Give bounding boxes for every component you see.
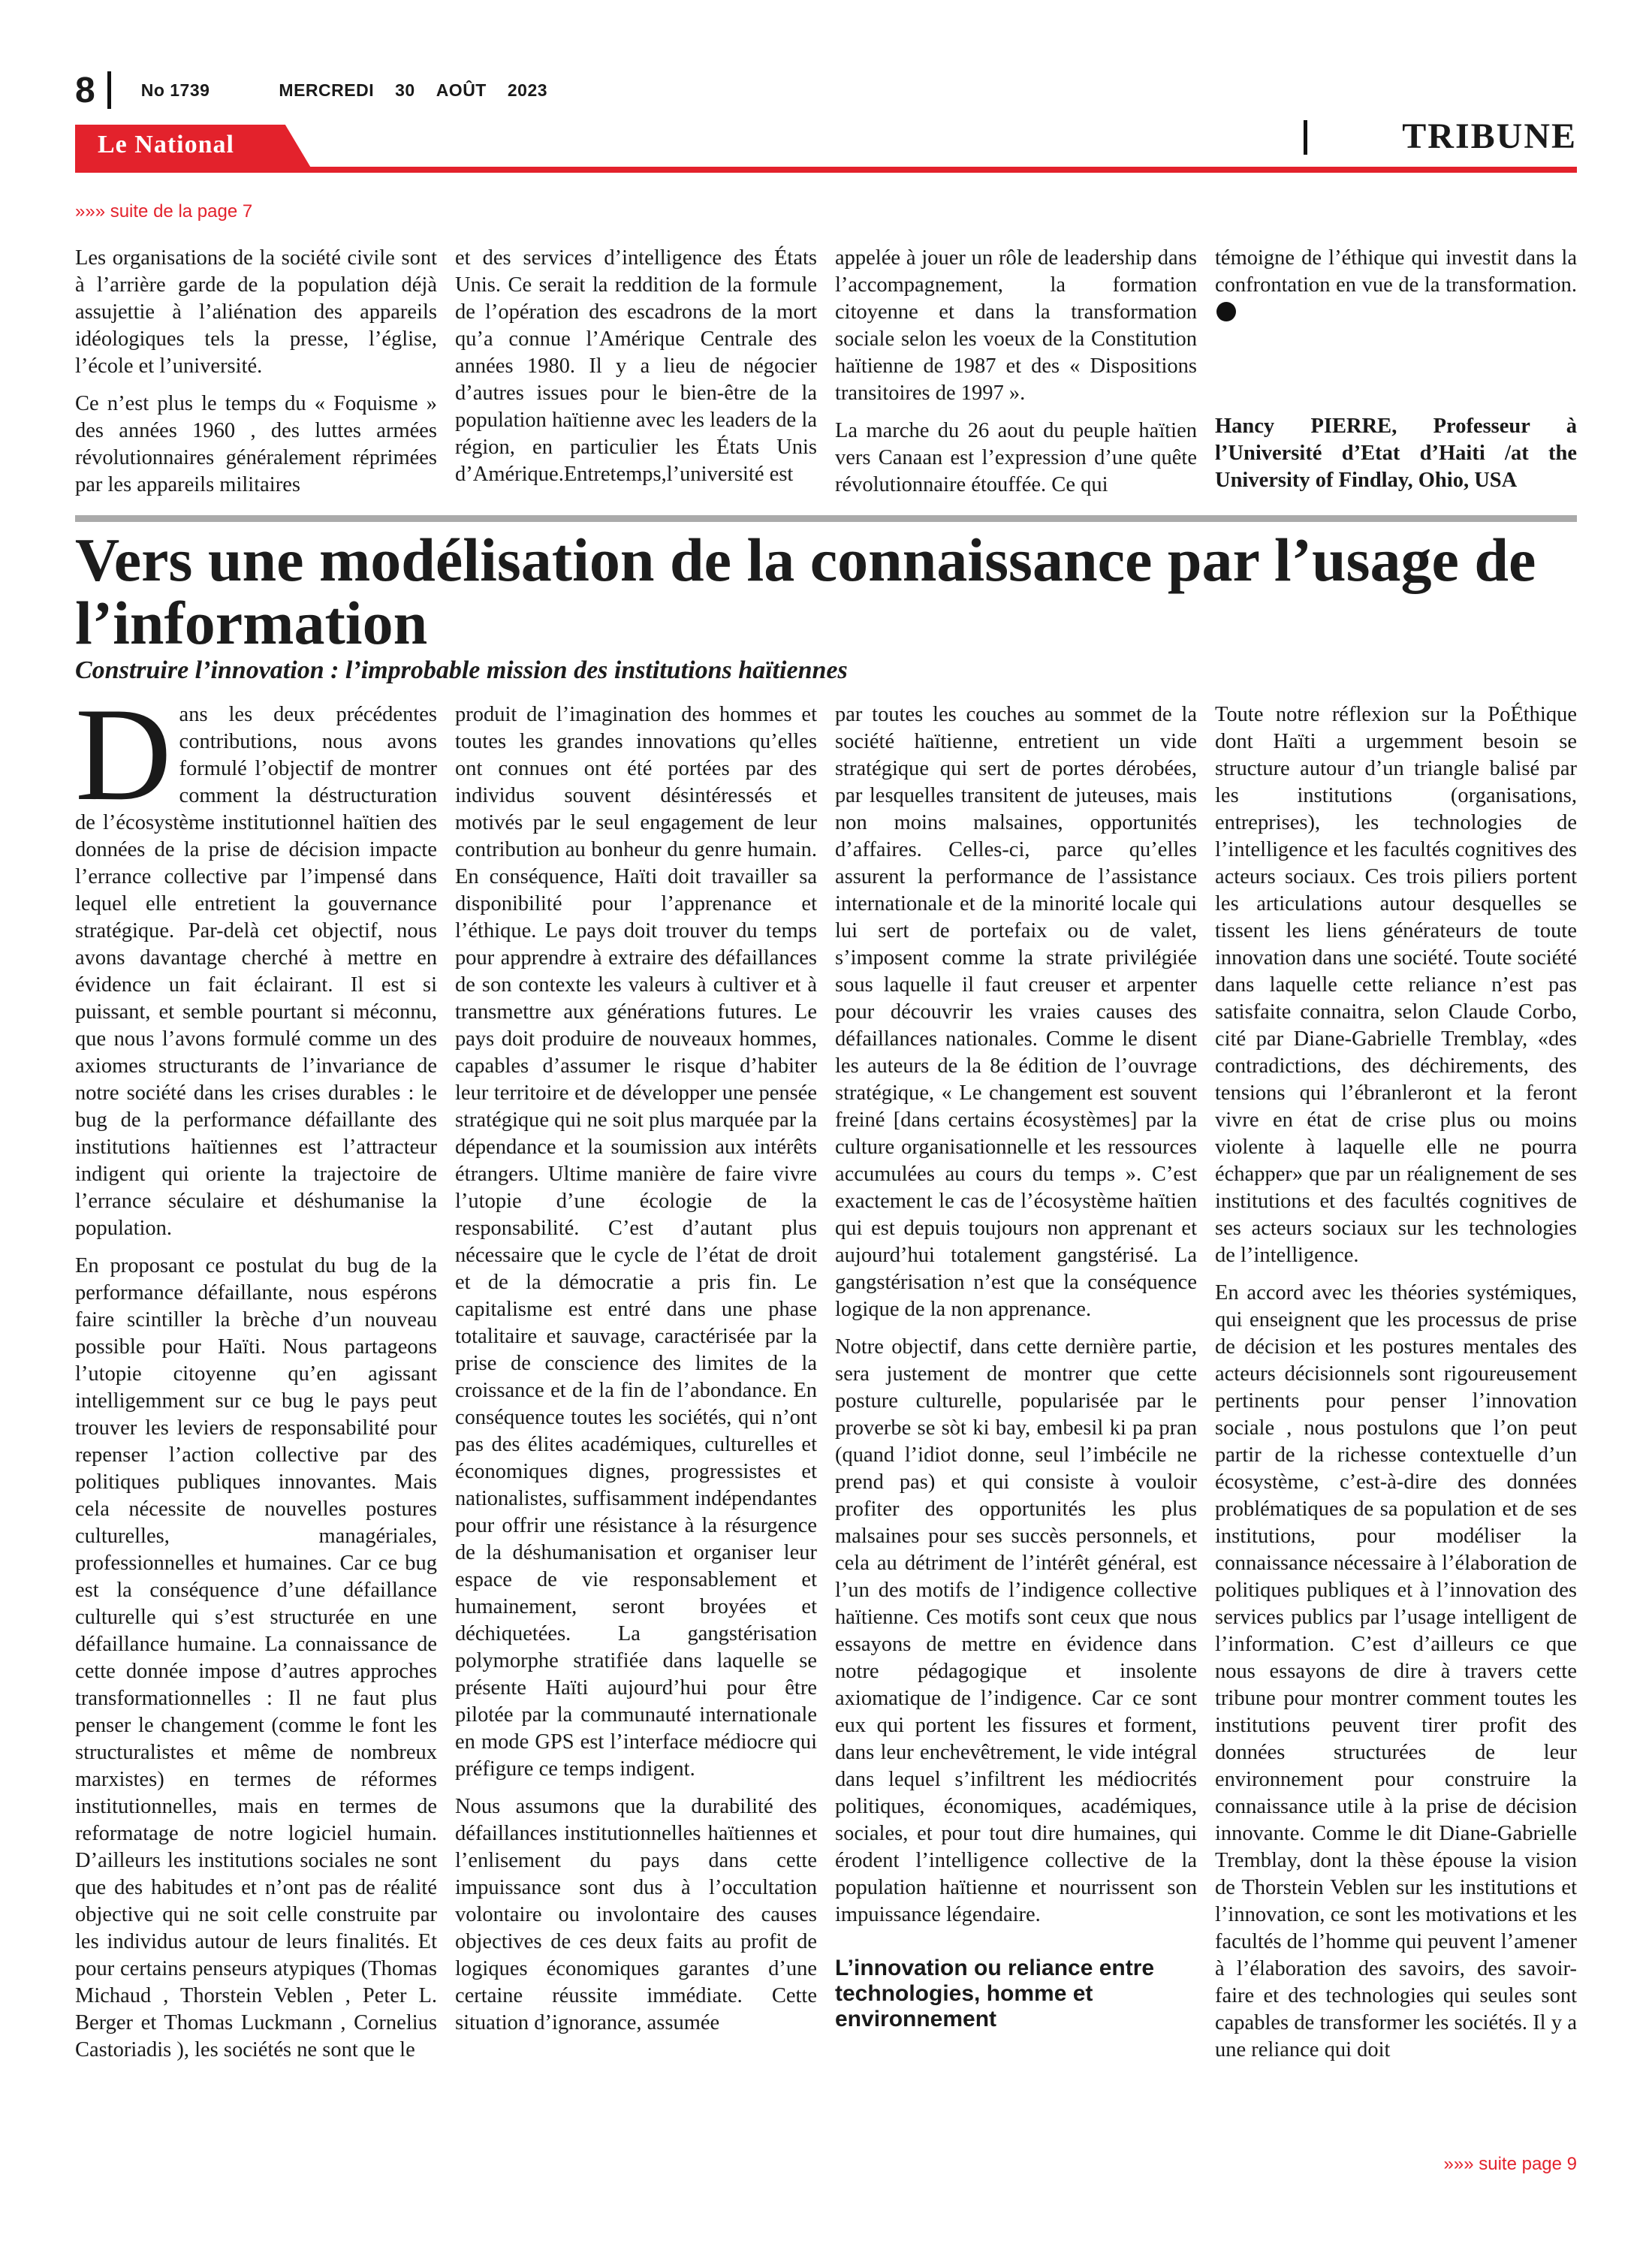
paragraph: Les organisations de la société civile sont à l’arrière garde de la population déjà assujettie à l’aliénation des appareils idéologiques tels la presse, l’église, l’école et l’université. [75,246,437,378]
paragraph-text: témoigne de l’éthique qui investit dans la confrontation en vue de la transformation. [1215,246,1577,297]
paragraph: par toutes les couches au sommet de la société haïtienne, entretient un vide stratégique qui sert de portes dérobées, par lesquelles transitent de juteuses, mais non moins malsaines, opportunités d’affaires. Celles-ci, parce qu’elles assurent la performance de l’assistance internationale et de la minorité locale qui lui sert de portefaix ou de valet, s’imposent comme la strate privilégiée sous laquelle il faut creuser et arpenter pour découvrir les vraies causes des défaillances nationales. Comme le disent les auteurs de la 8e édition de l’ouvrage stratégique, « Le changement est souvent freiné [dans certains écosystèmes] par la culture organisationnelle et les ressources accumulées au cours du temps ». C’est exactement le cas de l’écosystème haïtien qui est depuis toujours non apprenant et aujourd’hui totalement gangstérisé. La gangstérisation n’est que la conséquence logique de la non apprenance. [835,703,1197,1321]
header-red-rule [75,167,1577,173]
continued-from-link[interactable]: »»» suite de la page 7 [75,201,253,222]
paragraph: En accord avec les théories systémiques, qui enseignent que les processus de prise de décision et les postures mentales des acteurs décisionnels sont rigoureusement pertinents pour penser l’innovation sociale , nous postulons que l’on peut partir de la richesse contextuelle d’un écosystème, c’est-à-dire des données problématiques de sa population et de ses institutions, pour modéliser la connaissance nécessaire à l’élaboration de politiques publiques et à l’innovation des services publics par l’usage intelligent de l’information. C’est d’ailleurs ce que nous essayons de dire à travers cette tribune pour montrer comment toutes les institutions peuvent tirer profit des données structurées de leur environnement pour construire la connaissance utile à la prise de décision innovante. Comme le dit Diane-Gabrielle Tremblay, dont la thèse épouse la vision de Thorstein Veblen sur les institutions et l’innovation, ce sont les motivations et les facultés de l’homme qui peuvent l’amener à l’élaboration des savoirs, des savoir-faire et des technologies qui seules sont capables de transformer les sociétés. Il y a une reliance qui doit [1215,1281,1577,2061]
month: AOÛT [436,80,487,100]
newspaper-logo: Le National [98,131,234,158]
paragraph: Nous assumons que la durabilité des défaillances institutionnelles haïtiennes et l’enlisement du pays dans cette impuissance sont dus à l’occultation volontaire ou involontaire des causes objectives de ces deux faits au profit de logiques économiques garantes d’une certaine réussite immédiate. Cette situation d’ignorance, assumée [455,1795,817,2034]
author-signature: Hancy PIERRE, Professeur à l’Université d’Etat d’Haiti /at the University of Findlay, Ohio, USA [1215,415,1577,492]
page-number: 8 [75,70,95,110]
paragraph: Notre objectif, dans cette dernière partie, sera justement de montrer que cette posture culturelle, popularisée par le proverbe se sòt ki bay, embesil ki pa pran (quand l’idiot donne, seul l’imbécile ne prend pas) et qui consiste à vouloir profiter des opportunités les plus malsaines pour ses succès personnels, et cela au détriment de l’intérêt général, est l’un des motifs de l’indigence collective haïtienne. Ces motifs sont ceux que nous essayons de mettre en évidence dans notre pédagogique et insolente axiomatique de l’indigence. Car ce sont eux qui portent les fissures et forment, dans leur enchevêtrement, le vide intégral dans lequel s’infiltrent les médiocrités politiques, économiques, académiques, sociales, et pour tout dire humaines, qui érodent l’intelligence collective de la population haïtienne et nourrissent son impuissance légendaire. [835,1335,1197,1926]
paragraph: et des services d’intelligence des États Unis. Ce serait la reddition de la formule de l’opération des escadrons de la mort qu’a connue l’Amérique Centrale des années 1980. Il y a lieu de négocier d’autres issues pour le bien-être de la population haïtienne avec les leaders de la région, en particulier les États Unis d’Amérique.Entretemps,l’université est [455,246,817,486]
section-separator [1304,120,1307,155]
article-headline: Vers une modélisation de la connaissance par l’usage de l’information [75,526,1536,657]
page-header [75,69,568,111]
end-of-article-icon [1216,302,1236,321]
paragraph-text: ans les deux précédentes contributions, nous avons formulé l’objectif de montrer comment la déstructuration de l’écosystème institutionnel haïtien des données de la prise de décision impacte l’errance collective par l’impensé dans lequel elle entretient la gouvernance stratégique. Par-delà cet objectif, nous avons davantage cherché à mettre en évidence un fait éclairant. Il est si puissant, et semble pourtant si méconnu, que nous l’avons formulé comme un des axiomes structurants de l’invariance de notre société dans les crises durables : le bug de la performance défaillante des institutions haïtiennes est l’attracteur indigent qui oriente la trajectoire de l’errance séculaire et déshumanise la population. [75,703,437,1240]
paragraph: En proposant ce postulat du bug de la performance défaillante, nous espérons faire scintiller la brèche d’un nouveau possible pour Haïti. Nous partageons l’utopie citoyenne qu’en agissant intelligemment sur ce bug le pays peut trouver les leviers de responsabilité pour repenser l’action collective par des politiques publiques innovantes. Mais cela nécessite de nouvelles postures culturelles, managériales, professionnelles et humaines. Car ce bug est la conséquence d’une défaillance culturelle qui s’est structurée en une défaillance humaine. La connaissance de cette donnée impose d’autres approches transformationnelles : Il ne faut plus penser le changement (comme le font les structuralistes et même de nombreux marxistes) en termes de réformes institutionnelles, mais en termes de reformatage de notre logiciel humain. D’ailleurs les institutions sociales ne sont que des habitudes et n’ont pas de réalité objective qui ne soit celle construite par les individus autour de leurs finalités. Et pour certains penseurs atypiques (Thomas Michaud , Thorstein Veblen , Peter L. Berger et Thomas Luckmann , Cornelius Castoriadis ), les sociétés ne sont que le [75,1254,437,2061]
prev-article-column-1 [75,245,437,496]
article-column-4 [1215,701,1577,2151]
prev-article-column-4 [1215,245,1577,496]
issue-number: No 1739 [140,80,210,100]
day: 30 [395,80,415,100]
continued-to-link[interactable]: »»» suite page 9 [1443,2154,1577,2174]
prev-article-column-3 [835,245,1197,496]
paragraph [1215,245,1577,326]
article-column-1 [75,701,437,2151]
paragraph: Ce n’est plus le temps du « Foquisme » des années 1960 , des luttes armées révolutionnaires généralement réprimées par les appareils militaires [75,392,437,496]
section-title: TRIBUNE [1402,116,1577,156]
paragraph: La marche du 26 aout du peuple haïtien vers Canaan est l’expression d’une quête révolutionnaire étouffée. Ce qui [835,419,1197,496]
article-column-2 [455,701,817,2151]
header-separator [107,71,111,109]
section-subheading: L’innovation ou reliance entre technologies, homme et environnement [835,1956,1155,2031]
paragraph: produit de l’imagination des hommes et toutes les grandes innovations qu’elles ont connues ont été portées par des individus souvent désintéressés et motivés par le seul engagement de leur contribution au bonheur du genre humain. En conséquence, Haïti doit travailler sa disponibilité pour l’apprenance et l’éthique. Le pays doit trouver du temps pour apprendre à extraire des défaillances de son contexte les valeurs à cultiver et à transmettre aux générations futures. Le pays doit produire de nouveaux hommes, capables d’assumer le risque d’habiter leur territoire et de développer une pensée stratégique qui ne soit plus marquée par la dépendance et la soumission aux intérêts étrangers. Ultime manière de faire vivre l’utopie d’une écologie de la responsabilité. C’est d’autant plus nécessaire que le cycle de l’état de droit et de la démocratie a pris fin. Le capitalisme est entré dans une phase totalitaire et sauvage, caractérisée par la prise de conscience des limites de la croissance et de la fin de l’abondance. En conséquence toutes les sociétés, qui n’ont pas des élites académiques, culturelles et économiques dignes, progressistes et nationalistes, suffisamment indépendantes pour offrir une résistance à la résurgence de la déshumanisation et organiser leur espace de vie responsablement et humainement, seront broyées et déchiquetées. La gangstérisation polymorphe stratifiée dans laquelle se présente Haïti aujourd’hui pour être pilotée par la communauté internationale en mode GPS est l’interface médiocre qui préfigure ce temps indigent. [455,703,817,1781]
paragraph: appelée à jouer un rôle de leadership dans l’accompagnement, la formation citoyenne et dans la transformation sociale selon les voeux de la Constitution haïtienne de 1987 et des « Dispositions transitoires de 1997 ». [835,246,1197,405]
article-divider [75,515,1577,522]
issue-date [141,80,568,101]
prev-article-column-2 [455,245,817,496]
article-column-3 [835,701,1197,2151]
paragraph: Toute notre réflexion sur la PoÉthique dont Haïti a urgemment besoin se structure autour d’un triangle balisé par les institutions (organisations, entreprises), les technologies de l’intelligence et les facultés cognitives des acteurs sociaux. Ces trois piliers portent les articulations autour desquelles se tissent les liens générateurs de toute innovation dans une société. Toute société dans laquelle cette reliance n’est pas satisfaite connaitra, selon Claude Corbo, cité par Diane-Gabrielle Tremblay, «des contradictions, des déchirements, des tensions qui l’ébranleront et la feront vivre en état de crise plus ou moins violente à laquelle elle ne pourra échapper» que par un réalignement de ses institutions et des facultés cognitives de ses acteurs sociaux sur les technologies de l’intelligence. [1215,703,1577,1267]
year: 2023 [507,80,548,100]
article-subheadline: Construire l’innovation : l’improbable mission des institutions haïtiennes [75,656,848,684]
weekday: MERCREDI [279,80,375,100]
paragraph [75,701,437,1242]
drop-cap: D [75,701,172,828]
